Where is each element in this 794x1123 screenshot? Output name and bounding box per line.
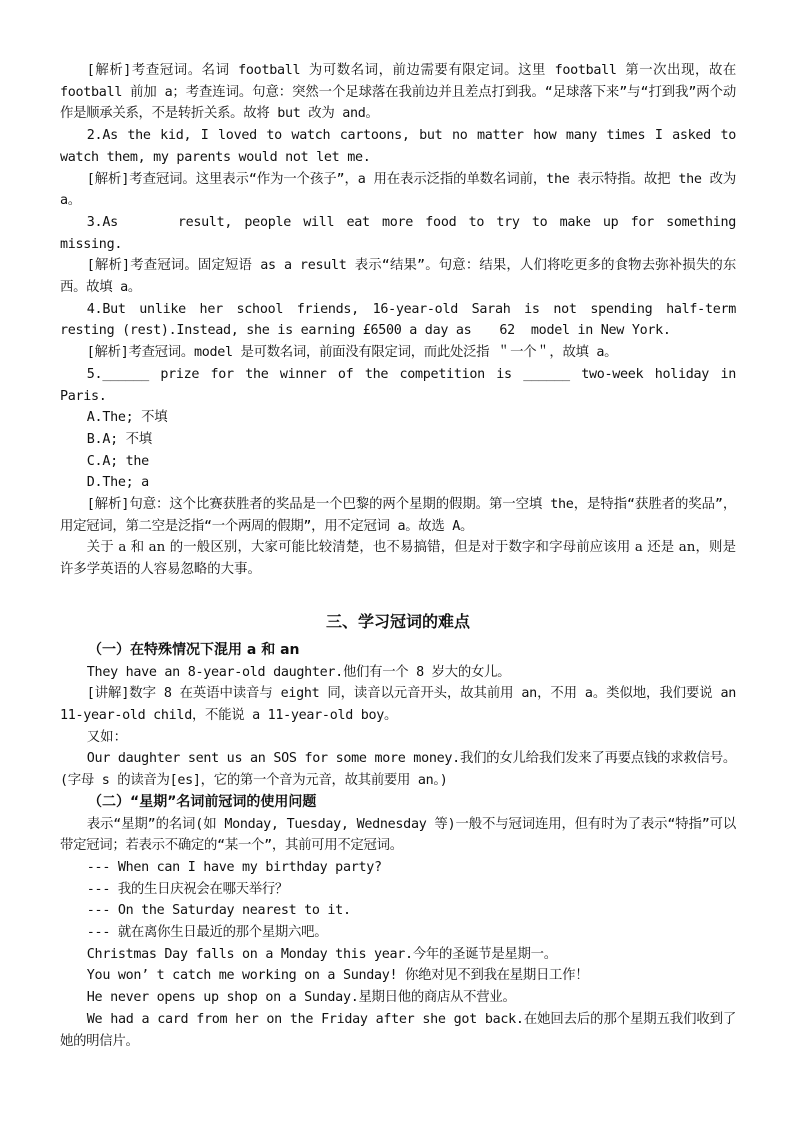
analysis-3: [解析]考查冠词。固定短语 as a result 表示“结果”。句意：结果，人们将吃更多的食物去弥补损失的东西。故填 a。: [60, 258, 736, 296]
question-4-start: 4.But unlike her school friends, 16-year-old Sarah is not spending half-term resting (rest).Instead, she is earning £6500 a day as: [60, 301, 736, 339]
answer-blank-2: ______: [523, 366, 570, 382]
example-line: Our daughter sent us an SOS for some more money.我们的女儿给我们发来了再要点钱的求救信号。(字母 s 的读音为[es]，它的第一个音为元音，故其前要用 an。): [60, 751, 736, 789]
option-c: C.A; the: [86, 453, 149, 469]
question-3-end: result, people will eat more food to try to make up for something missing.: [60, 214, 736, 252]
question-4-end: model in New York.: [530, 323, 671, 339]
analysis-paragraph: [解析]考查冠词。名词 football 为可数名词，前边需要有限定词。这里 football 第一次出现，故在 football 前加 a；考查连词。句意：突然一个足球落在我前边并且差点打到我。“足球落下来”与“打到我”两个动作是顺承关系，不是转折关系。故将 but 改为 and。: [60, 63, 736, 122]
option-d: D.The; a: [86, 475, 149, 491]
example-line: You won’ t catch me working on a Sunday! 你绝对见不到我在星期日工作！: [86, 968, 589, 984]
subsection-title-2: （二）“星期”名词前冠词的使用问题: [88, 793, 317, 810]
dialogue-line: --- 就在离你生日最近的那个星期六吧。: [86, 925, 328, 941]
question-2: 2.As the kid, I loved to watch cartoons, but no matter how many times I asked to watch them, my parents would not let me.: [60, 128, 736, 165]
question-3-start: 3.As: [86, 214, 118, 230]
dialogue-line: --- When can I have my birthday party?: [86, 859, 382, 875]
answer-blank-1: ______: [102, 366, 149, 382]
explanation-line: [讲解]数字 8 在英语中读音与 eight 同，读音以元音开头，故其前用 an，不用 a。类似地，我们要说 an 11-year-old child，不能说 a 11-year-old boy。: [60, 686, 736, 723]
dialogue-line: --- On the Saturday nearest to it.: [86, 903, 351, 919]
subsection-title-1: （一）在特殊情况下混用 a 和 an: [88, 641, 300, 658]
question-5-middle: prize for the winner of the competition is: [148, 366, 524, 382]
analysis-4: [解析]考查冠词。model 是可数名词，前面没有限定词，而此处泛指 ＂一个＂，故填 a。: [86, 345, 618, 361]
example-line: They have an 8-year-old daughter.他们有一个 8 岁大的女儿。: [86, 664, 511, 680]
analysis-2: [解析]考查冠词。这里表示“作为一个孩子”，a 用在表示泛指的单数名词前，the 表示特指。故把 the 改为 a。: [60, 171, 736, 209]
section-title: 三、学习冠词的难点: [325, 611, 470, 631]
question-5: [60, 364, 736, 407]
question-5-end: two-week holiday in Paris.: [60, 366, 736, 404]
example-line: Christmas Day falls on a Monday this year.今年的圣诞节是星期一。: [86, 946, 557, 962]
question-5-number: 5.: [86, 366, 103, 382]
document-page: [60, 60, 736, 1052]
example-line: We had a card from her on the Friday after she got back.在她回去后的那个星期五我们收到了她的明信片。: [60, 1011, 736, 1049]
question-4: [60, 299, 736, 342]
option-b: B.A; 不填: [86, 431, 152, 447]
question-3: [60, 212, 736, 255]
summary-paragraph: 关于 a 和 an 的一般区别，大家可能比较清楚，也不易搞错，但是对于数字和字母前应该用 a 还是 an，则是许多学英语的人容易忽略的大事。: [60, 540, 736, 578]
option-a: A.The; 不填: [86, 410, 168, 426]
example-line: He never opens up shop on a Sunday.星期日他的商店从不营业。: [86, 990, 516, 1006]
explanation-line: 表示“星期”的名词(如 Monday, Tuesday, Wednesday 等)一般不与冠词连用，但有时为了表示“特指”可以带定冠词；若表示不确定的“某一个”，其前可用不定冠词。: [60, 816, 736, 854]
example-intro: 又如：: [86, 729, 127, 745]
analysis-5: [解析]句意：这个比赛获胜者的奖品是一个巴黎的两个星期的假期。第一空填 the，是特指“获胜者的奖品”，用定冠词，第二空是泛指“一个两周的假期”，用不定冠词 a。故选 A。: [60, 497, 736, 534]
dialogue-line: --- 我的生日庆祝会在哪天举行？: [86, 881, 289, 897]
question-number: 62: [499, 323, 515, 339]
